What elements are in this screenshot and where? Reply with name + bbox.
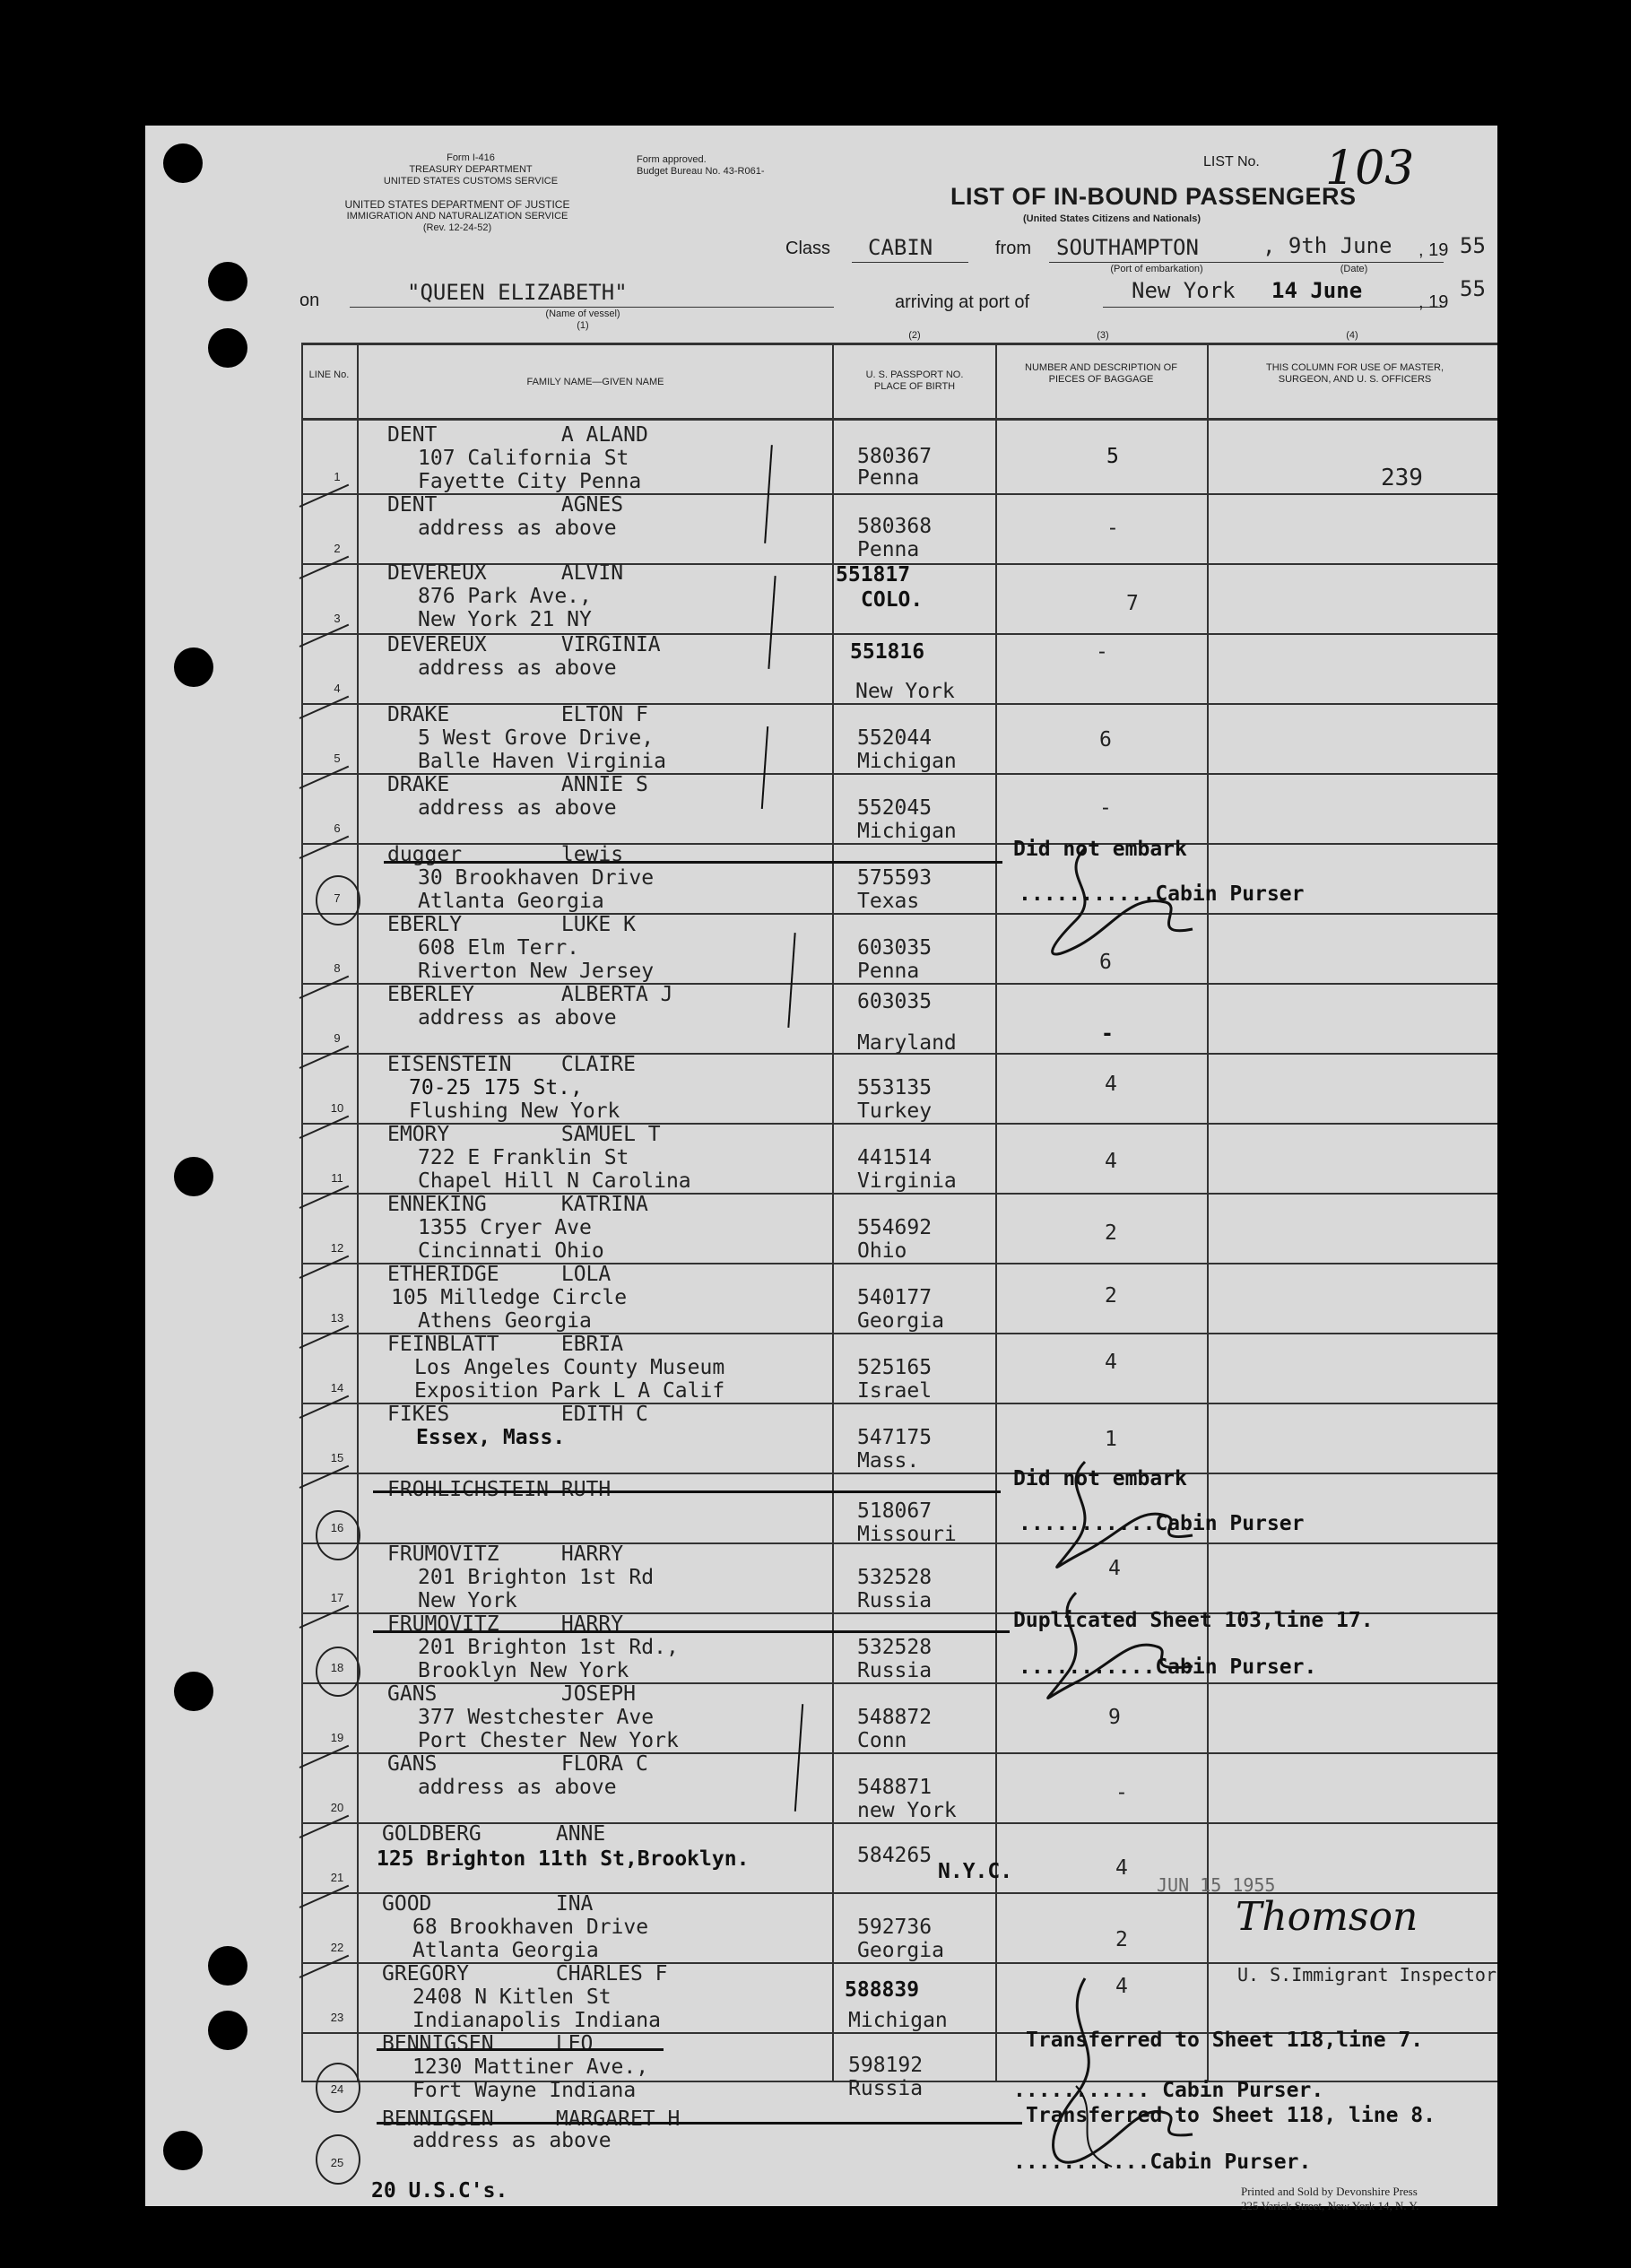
passport-number: 575593	[857, 866, 933, 890]
passenger-name: DEVEREUX VIRGINIA	[387, 633, 661, 656]
address-line-2: Flushing New York	[409, 1099, 620, 1123]
address-line-1: 608 Elm Terr.	[418, 936, 580, 960]
baggage-count: 4	[1115, 1975, 1128, 1998]
passport-number: 553135	[857, 1076, 933, 1099]
address-line-2: New York	[418, 1589, 517, 1612]
year-prefix: , 19	[1418, 240, 1449, 260]
col-divider	[301, 343, 303, 2081]
address-line-1: Los Angeles County Museum	[414, 1356, 725, 1379]
binder-hole	[208, 2011, 247, 2050]
address-line-1: 107 California St	[418, 447, 629, 470]
line-number: 1	[334, 470, 341, 483]
arriving-label: arriving at port of	[895, 292, 1030, 312]
vessel-caption: (Name of vessel)	[545, 308, 620, 319]
col-divider	[1207, 343, 1209, 2081]
baggage-count: -	[1101, 1022, 1114, 1046]
baggage-count: 4	[1105, 1351, 1117, 1374]
address-line-1: address as above	[418, 656, 617, 680]
passenger-name: FROHLICHSTEIN RUTH	[387, 1478, 612, 1501]
strikethrough-line	[373, 1630, 1010, 1633]
address-line-2: New York 21 NY	[418, 608, 592, 631]
address-line-1: address as above	[418, 1006, 617, 1030]
col-number-4: (4)	[1346, 330, 1358, 341]
passport-number: 552045	[857, 796, 933, 820]
passport-number: 592736	[857, 1916, 933, 1939]
address-line-1: Essex, Mass.	[416, 1426, 566, 1449]
place-of-birth: Penna	[857, 466, 920, 490]
place-of-birth: Israel	[857, 1379, 933, 1403]
address-line-2: Balle Haven Virginia	[418, 750, 666, 773]
on-label: on	[299, 291, 320, 310]
purser-note: ...........Cabin Purser.	[1013, 2151, 1312, 2174]
class-underline	[852, 262, 968, 263]
place-of-birth: N.Y.C.	[938, 1860, 1013, 1883]
passenger-name: DEVEREUX ALVIN	[387, 561, 624, 585]
table-top-border	[301, 343, 1497, 345]
address-line-1: 1230 Mattiner Ave.,	[412, 2055, 649, 2079]
address-line-1: 70-25 175 St.,	[409, 1076, 583, 1099]
passenger-name: EBERLY LUKE K	[387, 913, 636, 936]
line-number: 5	[334, 752, 341, 765]
line-number: 25	[330, 2156, 344, 2169]
passport-number: 603035	[857, 990, 933, 1013]
address-line-1: 201 Brighton 1st Rd	[418, 1566, 655, 1589]
baggage-count: -	[1115, 1781, 1128, 1804]
passport-number: 548872	[857, 1706, 933, 1729]
binder-hole	[208, 1946, 247, 1986]
address-line-1: 5 West Grove Drive,	[418, 726, 655, 750]
class-value: CABIN	[868, 235, 933, 260]
status-note: Duplicated Sheet 103,line 17.	[1013, 1609, 1374, 1632]
passenger-name: dugger lewis	[387, 843, 624, 866]
passport-number: 580368	[857, 515, 933, 538]
place-of-birth: Maryland	[857, 1031, 957, 1055]
address-line-1: 201 Brighton 1st Rd.,	[418, 1636, 679, 1659]
line-circle-mark	[316, 1647, 360, 1697]
purser-note: ...........Cabin Purser	[1019, 1512, 1305, 1535]
passenger-name: EISENSTEIN CLAIRE	[387, 1053, 636, 1076]
line-number: 7	[334, 891, 341, 905]
status-note: Transferred to Sheet 118,line 7.	[1026, 2029, 1424, 2052]
col-divider	[832, 343, 834, 2081]
strikethrough-line	[377, 2122, 1022, 2125]
address-line-2: Port Chester New York	[418, 1729, 679, 1752]
passenger-name: FEINBLATT EBRIA	[387, 1333, 624, 1356]
baggage-count: 4	[1115, 1856, 1128, 1880]
line-number: 4	[334, 682, 341, 695]
port-of-embarkation: SOUTHAMPTON	[1056, 235, 1199, 260]
line-circle-mark	[316, 2134, 360, 2185]
line-number: 2	[334, 542, 341, 555]
line-number: 21	[330, 1871, 344, 1884]
from-label: from	[995, 239, 1031, 258]
arrival-underline	[1103, 307, 1444, 308]
inspector-signature: Thomson	[1236, 1894, 1418, 1940]
arrival-date: 14 June	[1271, 278, 1363, 303]
passport-number: 580367	[857, 445, 933, 468]
baggage-count: -	[1099, 796, 1112, 820]
passenger-name: ENNEKING KATRINA	[387, 1193, 648, 1216]
line-circle-mark	[316, 875, 360, 925]
address-line-1: 722 E Franklin St	[418, 1146, 629, 1169]
place-of-birth: Missouri	[857, 1523, 957, 1546]
address-line-2: Chapel Hill N Carolina	[418, 1169, 691, 1193]
date-caption: (Date)	[1340, 264, 1368, 274]
col-header-officers: THIS COLUMN FOR USE OF MASTER, SURGEON, AND U. S. OFFICERS	[1265, 362, 1444, 385]
line-number: 16	[330, 1521, 344, 1534]
list-no-label: LIST No.	[1203, 154, 1260, 169]
passport-number: 441514	[857, 1146, 933, 1169]
place-of-birth: Georgia	[857, 1309, 944, 1333]
place-of-birth: Russia	[857, 1659, 933, 1682]
passenger-name: EBERLEY ALBERTA J	[387, 983, 673, 1006]
port-caption: (Port of embarkation)	[1110, 264, 1203, 274]
place-of-birth: Ohio	[857, 1239, 907, 1263]
printer-line-2: 225 Varick Street, New York 14, N. Y.	[1241, 2199, 1419, 2212]
line-number: 9	[334, 1031, 341, 1045]
line-number: 3	[334, 612, 341, 625]
baggage-count: 4	[1105, 1150, 1117, 1173]
col-header-passport: U. S. PASSPORT NO. PLACE OF BIRTH	[865, 369, 964, 392]
place-of-birth: Mass.	[857, 1449, 920, 1473]
binder-hole	[174, 1157, 213, 1196]
line-number: 23	[330, 2011, 344, 2024]
place-of-birth: Michigan	[848, 2009, 948, 2032]
place-of-birth: Penna	[857, 960, 920, 983]
baggage-count: 4	[1108, 1557, 1121, 1580]
baggage-count: 6	[1099, 951, 1112, 974]
baggage-count: 5	[1106, 445, 1119, 468]
line-number: 14	[330, 1381, 344, 1395]
strikethrough-line	[373, 1490, 1001, 1493]
line-number: 10	[330, 1101, 344, 1115]
line-number: 24	[330, 2082, 344, 2096]
status-note: Did not embark	[1013, 838, 1187, 861]
passport-number: 584265	[857, 1844, 933, 1867]
page-subtitle: (United States Citizens and Nationals)	[1022, 213, 1202, 224]
passport-number: 588839	[845, 1978, 920, 2002]
status-note: Transferred to Sheet 118, line 8.	[1026, 2104, 1436, 2127]
line-number: 22	[330, 1941, 344, 1954]
line-circle-mark	[316, 1510, 360, 1560]
passenger-name: FRUMOVITZ HARRY	[387, 1612, 624, 1636]
form-revision: (Rev. 12-24-52)	[422, 222, 492, 233]
passenger-name: EMORY SAMUEL T	[387, 1123, 661, 1146]
passenger-name: GOOD INA	[382, 1892, 594, 1916]
purser-signature	[1022, 839, 1228, 974]
strikethrough-line	[384, 861, 1002, 864]
budget-bureau: Budget Bureau No. 43-R061-	[637, 166, 765, 177]
address-line-2: Fayette City Penna	[418, 470, 642, 493]
purser-signature	[1022, 1584, 1219, 1709]
ins-service: IMMIGRATION AND NATURALIZATION SERVICE	[346, 211, 568, 222]
passenger-name: DENT AGNES	[387, 493, 624, 517]
passport-number: 547175	[857, 1426, 933, 1449]
passenger-name: DENT A ALAND	[387, 423, 648, 447]
col-divider	[995, 343, 997, 2081]
arrival-port: New York	[1132, 278, 1236, 303]
customs-service: UNITED STATES CUSTOMS SERVICE	[383, 176, 559, 187]
address-line-2: Exposition Park L A Calif	[414, 1379, 725, 1403]
line-number: 6	[334, 821, 341, 835]
line-number: 18	[330, 1661, 344, 1674]
inspection-date-stamp: JUN 15 1955	[1157, 1874, 1276, 1896]
place-of-birth: Georgia	[857, 1939, 944, 1962]
place-of-birth: Penna	[857, 538, 920, 561]
from-underline	[1049, 262, 1444, 263]
col-number-3: (3)	[1097, 330, 1109, 341]
col-divider	[357, 343, 359, 2081]
binder-hole	[174, 1672, 213, 1711]
address-line-1: address as above	[418, 1776, 617, 1799]
place-of-birth: Michigan	[857, 820, 957, 843]
line-number: 17	[330, 1591, 344, 1604]
embark-year: 55	[1460, 233, 1486, 258]
passport-number: 551817	[836, 563, 911, 587]
passenger-name: BENNIGSEN MARGARET H	[382, 2107, 681, 2131]
address-line-1: 105 Milledge Circle	[391, 1286, 628, 1309]
baggage-count: 7	[1126, 592, 1139, 615]
place-of-birth: New York	[855, 680, 955, 703]
place-of-birth: Russia	[848, 2077, 924, 2100]
line-number: 12	[330, 1241, 344, 1255]
baggage-count: 2	[1105, 1284, 1117, 1308]
officer-note: 239	[1381, 465, 1423, 491]
passport-number: 552044	[857, 726, 933, 750]
baggage-count: 9	[1108, 1706, 1121, 1729]
line-number: 19	[330, 1731, 344, 1744]
col-header-line: LINE No.	[308, 369, 350, 380]
line-circle-mark	[316, 2063, 360, 2113]
purser-note: ...........Cabin Purser	[1019, 882, 1305, 906]
address-line-1: 2408 N Kitlen St	[412, 1986, 612, 2009]
passport-number: 518067	[857, 1499, 933, 1523]
address-line-2: Athens Georgia	[418, 1309, 592, 1333]
line-number: 8	[334, 961, 341, 975]
address-line-1: 30 Brookhaven Drive	[418, 866, 655, 890]
place-of-birth: Virginia	[857, 1169, 957, 1193]
passenger-name: GOLDBERG ANNE	[382, 1822, 606, 1846]
address-line-2: Cincinnati Ohio	[418, 1239, 604, 1263]
vessel-name: "QUEEN ELIZABETH"	[407, 280, 628, 305]
passenger-name: FRUMOVITZ HARRY	[387, 1542, 624, 1566]
baggage-count: 2	[1115, 1928, 1128, 1951]
purser-note: ...........Cabin Purser.	[1019, 1655, 1317, 1679]
line-number: 13	[330, 1311, 344, 1325]
passenger-name: GANS FLORA C	[387, 1752, 648, 1776]
address-line-1: address as above	[418, 796, 617, 820]
embark-date: , 9th June	[1262, 233, 1392, 258]
vessel-underline	[350, 307, 834, 308]
vessel-col-number: (1)	[577, 320, 589, 331]
binder-hole	[163, 2131, 203, 2170]
address-line-2: Fort Wayne Indiana	[412, 2079, 637, 2102]
strikethrough-line	[377, 2048, 664, 2051]
passenger-name: GANS JOSEPH	[387, 1682, 636, 1706]
purser-note: ........... Cabin Purser.	[1013, 2079, 1324, 2102]
passenger-name: ETHERIDGE LOLA	[387, 1263, 612, 1286]
address-line-1: 377 Westchester Ave	[418, 1706, 655, 1729]
class-label: Class	[785, 239, 831, 258]
address-line-1: 125 Brighton 11th St,Brooklyn.	[377, 1847, 750, 1871]
passenger-name: GREGORY CHARLES F	[382, 1962, 668, 1986]
purser-signature	[1031, 1453, 1210, 1578]
passport-number: 554692	[857, 1216, 933, 1239]
baggage-count: -	[1096, 640, 1108, 664]
line-number: 20	[330, 1801, 344, 1814]
baggage-count: 4	[1105, 1073, 1117, 1096]
passport-number: 603035	[857, 936, 933, 960]
page-title: LIST OF IN-BOUND PASSENGERS	[950, 183, 1357, 210]
address-line-1: address as above	[418, 517, 617, 540]
baggage-count: -	[1106, 517, 1119, 540]
passport-number: 551816	[850, 640, 925, 664]
address-line-1: 876 Park Ave.,	[418, 585, 592, 608]
address-line-1: 68 Brookhaven Drive	[412, 1916, 649, 1939]
table-header-border	[301, 418, 1497, 421]
passenger-name: DRAKE ELTON F	[387, 703, 648, 726]
col-header-baggage: NUMBER AND DESCRIPTION OF PIECES OF BAGGAGE	[1025, 362, 1177, 385]
passenger-name: BENNIGSEN LEO	[382, 2032, 594, 2055]
place-of-birth: Michigan	[857, 750, 957, 773]
treasury-dept: TREASURY DEPARTMENT	[409, 164, 533, 175]
address-line-2: Riverton New Jersey	[418, 960, 655, 983]
form-approved: Form approved.	[637, 154, 707, 165]
form-number: Form I-416	[447, 152, 495, 163]
address-line-2: Brooklyn New York	[418, 1659, 629, 1682]
passenger-name: FIKES EDITH C	[387, 1403, 648, 1426]
arrival-year: 55	[1460, 276, 1486, 301]
passenger-name: DRAKE ANNIE S	[387, 773, 648, 796]
list-no-value: 103	[1325, 142, 1415, 196]
binder-hole	[163, 143, 203, 183]
place-of-birth: COLO.	[861, 588, 924, 612]
line-number: 15	[330, 1451, 344, 1464]
place-of-birth: Texas	[857, 890, 920, 913]
address-line-2: Atlanta Georgia	[418, 890, 604, 913]
row-divider	[301, 1473, 1497, 1474]
passport-number: 532528	[857, 1636, 933, 1659]
passport-number: 525165	[857, 1356, 933, 1379]
place-of-birth: Conn	[857, 1729, 907, 1752]
col-header-name: FAMILY NAME—GIVEN NAME	[526, 377, 664, 387]
passport-number: 548871	[857, 1776, 933, 1799]
place-of-birth: new York	[857, 1799, 957, 1822]
baggage-count: 2	[1105, 1221, 1117, 1245]
address-line-1: 1355 Cryer Ave	[418, 1216, 592, 1239]
address-line-1: address as above	[412, 2129, 612, 2152]
inspector-title: U. S.Immigrant Inspector	[1237, 1964, 1497, 1986]
passport-number: 540177	[857, 1286, 933, 1309]
justice-dept: UNITED STATES DEPARTMENT OF JUSTICE	[344, 198, 570, 211]
passport-number: 598192	[848, 2054, 924, 2077]
baggage-count: 6	[1099, 728, 1112, 752]
address-line-2: Atlanta Georgia	[412, 1939, 599, 1962]
line-number: 11	[331, 1171, 343, 1185]
place-of-birth: Russia	[857, 1589, 933, 1612]
total-count: 20 U.S.C's.	[371, 2179, 508, 2203]
binder-hole	[208, 262, 247, 301]
year-prefix-2: , 19	[1418, 292, 1449, 312]
binder-hole	[208, 328, 247, 368]
col-number-2: (2)	[908, 330, 921, 341]
baggage-count: 1	[1105, 1428, 1117, 1451]
place-of-birth: Turkey	[857, 1099, 933, 1123]
purser-signature	[1013, 1969, 1219, 2194]
address-line-2: Indianapolis Indiana	[412, 2009, 661, 2032]
binder-hole	[174, 647, 213, 687]
printer-line-1: Printed and Sold by Devonshire Press	[1241, 2185, 1418, 2198]
passport-number: 532528	[857, 1566, 933, 1589]
status-note: Did not embark	[1013, 1467, 1187, 1490]
